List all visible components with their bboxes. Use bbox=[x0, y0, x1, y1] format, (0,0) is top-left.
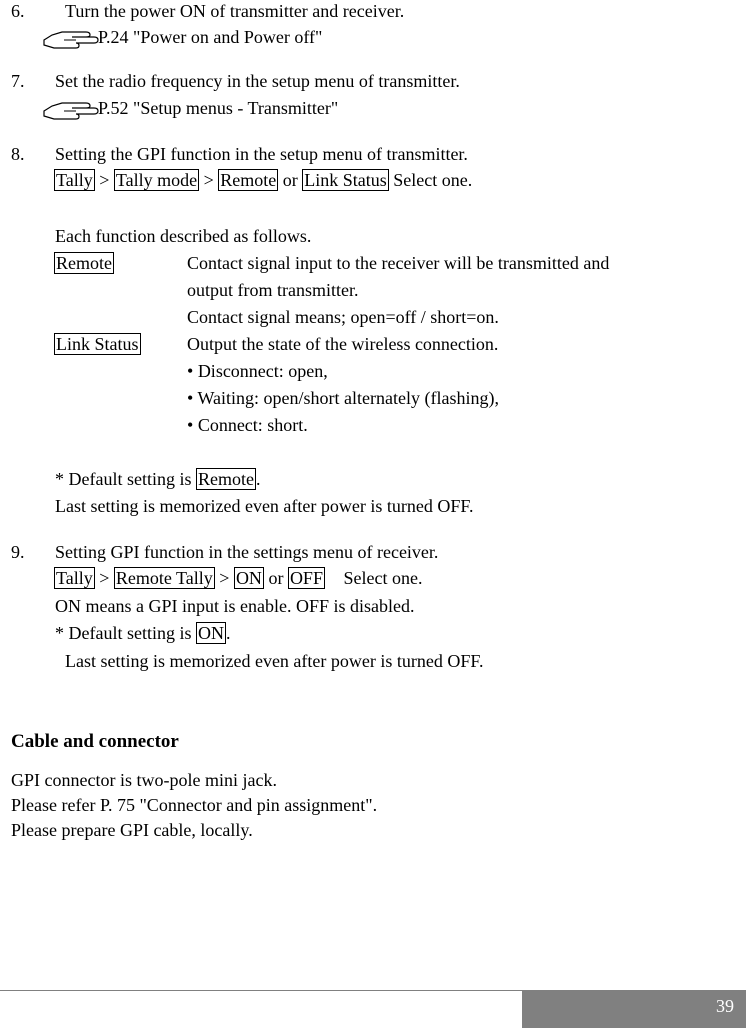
default-prefix: * Default setting is bbox=[55, 469, 192, 489]
bullet-text: Waiting: open/short alternately (flashing), bbox=[197, 388, 499, 408]
step-9-memo: Last setting is memorized even after power is turned OFF. bbox=[65, 651, 484, 671]
bullet-item bbox=[187, 360, 328, 382]
path-select-one: Select one. bbox=[343, 568, 423, 588]
step-7-reference: P.52 "Setup menus - Transmitter" bbox=[98, 98, 339, 118]
default-suffix: . bbox=[225, 623, 231, 643]
bullet-text: Connect: short. bbox=[197, 415, 308, 435]
path-select-one: Select one. bbox=[393, 170, 473, 190]
pointing-hand-icon bbox=[42, 26, 100, 52]
link-status-description: Output the state of the wireless connection. bbox=[187, 334, 499, 354]
menu-tally: Tally bbox=[56, 170, 93, 190]
remote-description-1: Contact signal input to the receiver will be transmitted and bbox=[187, 253, 610, 273]
path-separator: > bbox=[99, 170, 110, 190]
bullet-item bbox=[187, 387, 499, 409]
step-9-number: 9. bbox=[11, 542, 25, 562]
path-separator: > bbox=[99, 568, 110, 588]
option-off: OFF bbox=[289, 568, 323, 588]
default-value: Remote bbox=[197, 469, 254, 489]
step-7-text: Set the radio frequency in the setup menu of transmitter. bbox=[55, 71, 460, 91]
step-8-menu-path bbox=[54, 169, 472, 191]
default-suffix: . bbox=[255, 469, 261, 489]
bullet-text: Disconnect: open, bbox=[197, 361, 328, 381]
bullet-dot: • bbox=[187, 388, 194, 408]
remote-description-3: Contact signal means; open=off / short=on. bbox=[187, 307, 499, 327]
step-9-menu-path bbox=[54, 567, 422, 589]
remote-description-2: output from transmitter. bbox=[187, 280, 359, 300]
page-number: 39 bbox=[716, 996, 734, 1016]
bullet-dot: • bbox=[187, 361, 194, 381]
option-remote: Remote bbox=[220, 170, 277, 190]
cable-line-3: Please prepare GPI cable, locally. bbox=[11, 820, 253, 840]
step-9-default-setting bbox=[55, 622, 230, 644]
cable-line-1: GPI connector is two-pole mini jack. bbox=[11, 770, 277, 790]
option-on: ON bbox=[235, 568, 262, 588]
step-6-number: 6. bbox=[11, 1, 25, 21]
step-6-reference: P.24 "Power on and Power off" bbox=[98, 27, 323, 47]
pointing-hand-icon bbox=[42, 97, 100, 123]
menu-remote-tally: Remote Tally bbox=[115, 568, 213, 588]
default-value: ON bbox=[197, 623, 224, 643]
path-separator: > bbox=[219, 568, 230, 588]
on-means-text: ON means a GPI input is enable. OFF is disabled. bbox=[55, 596, 415, 616]
step-8-default-setting bbox=[55, 468, 260, 490]
path-separator: > bbox=[203, 170, 214, 190]
cable-line-2: Please refer P. 75 "Connector and pin assignment". bbox=[11, 795, 378, 815]
each-function-text: Each function described as follows. bbox=[55, 226, 312, 246]
footer-rule bbox=[0, 990, 522, 991]
step-8-memo: Last setting is memorized even after power is turned OFF. bbox=[55, 496, 474, 516]
remote-label: Remote bbox=[56, 253, 112, 273]
menu-tally: Tally bbox=[56, 568, 93, 588]
step-8-number: 8. bbox=[11, 144, 25, 164]
link-status-label: Link Status bbox=[56, 334, 139, 354]
menu-tally-mode: Tally mode bbox=[115, 170, 198, 190]
footer-page-box bbox=[522, 990, 746, 1028]
bullet-item bbox=[187, 414, 308, 436]
path-or: or bbox=[268, 568, 284, 588]
step-9-text: Setting GPI function in the settings menu of receiver. bbox=[55, 542, 439, 562]
path-or: or bbox=[282, 170, 298, 190]
step-7-number: 7. bbox=[11, 71, 25, 91]
default-prefix: * Default setting is bbox=[55, 623, 192, 643]
option-link-status: Link Status bbox=[304, 170, 387, 190]
cable-heading: Cable and connector bbox=[11, 731, 179, 752]
bullet-dot: • bbox=[187, 415, 194, 435]
step-6-text: Turn the power ON of transmitter and receiver. bbox=[65, 1, 405, 21]
step-8-text: Setting the GPI function in the setup menu of transmitter. bbox=[55, 144, 468, 164]
